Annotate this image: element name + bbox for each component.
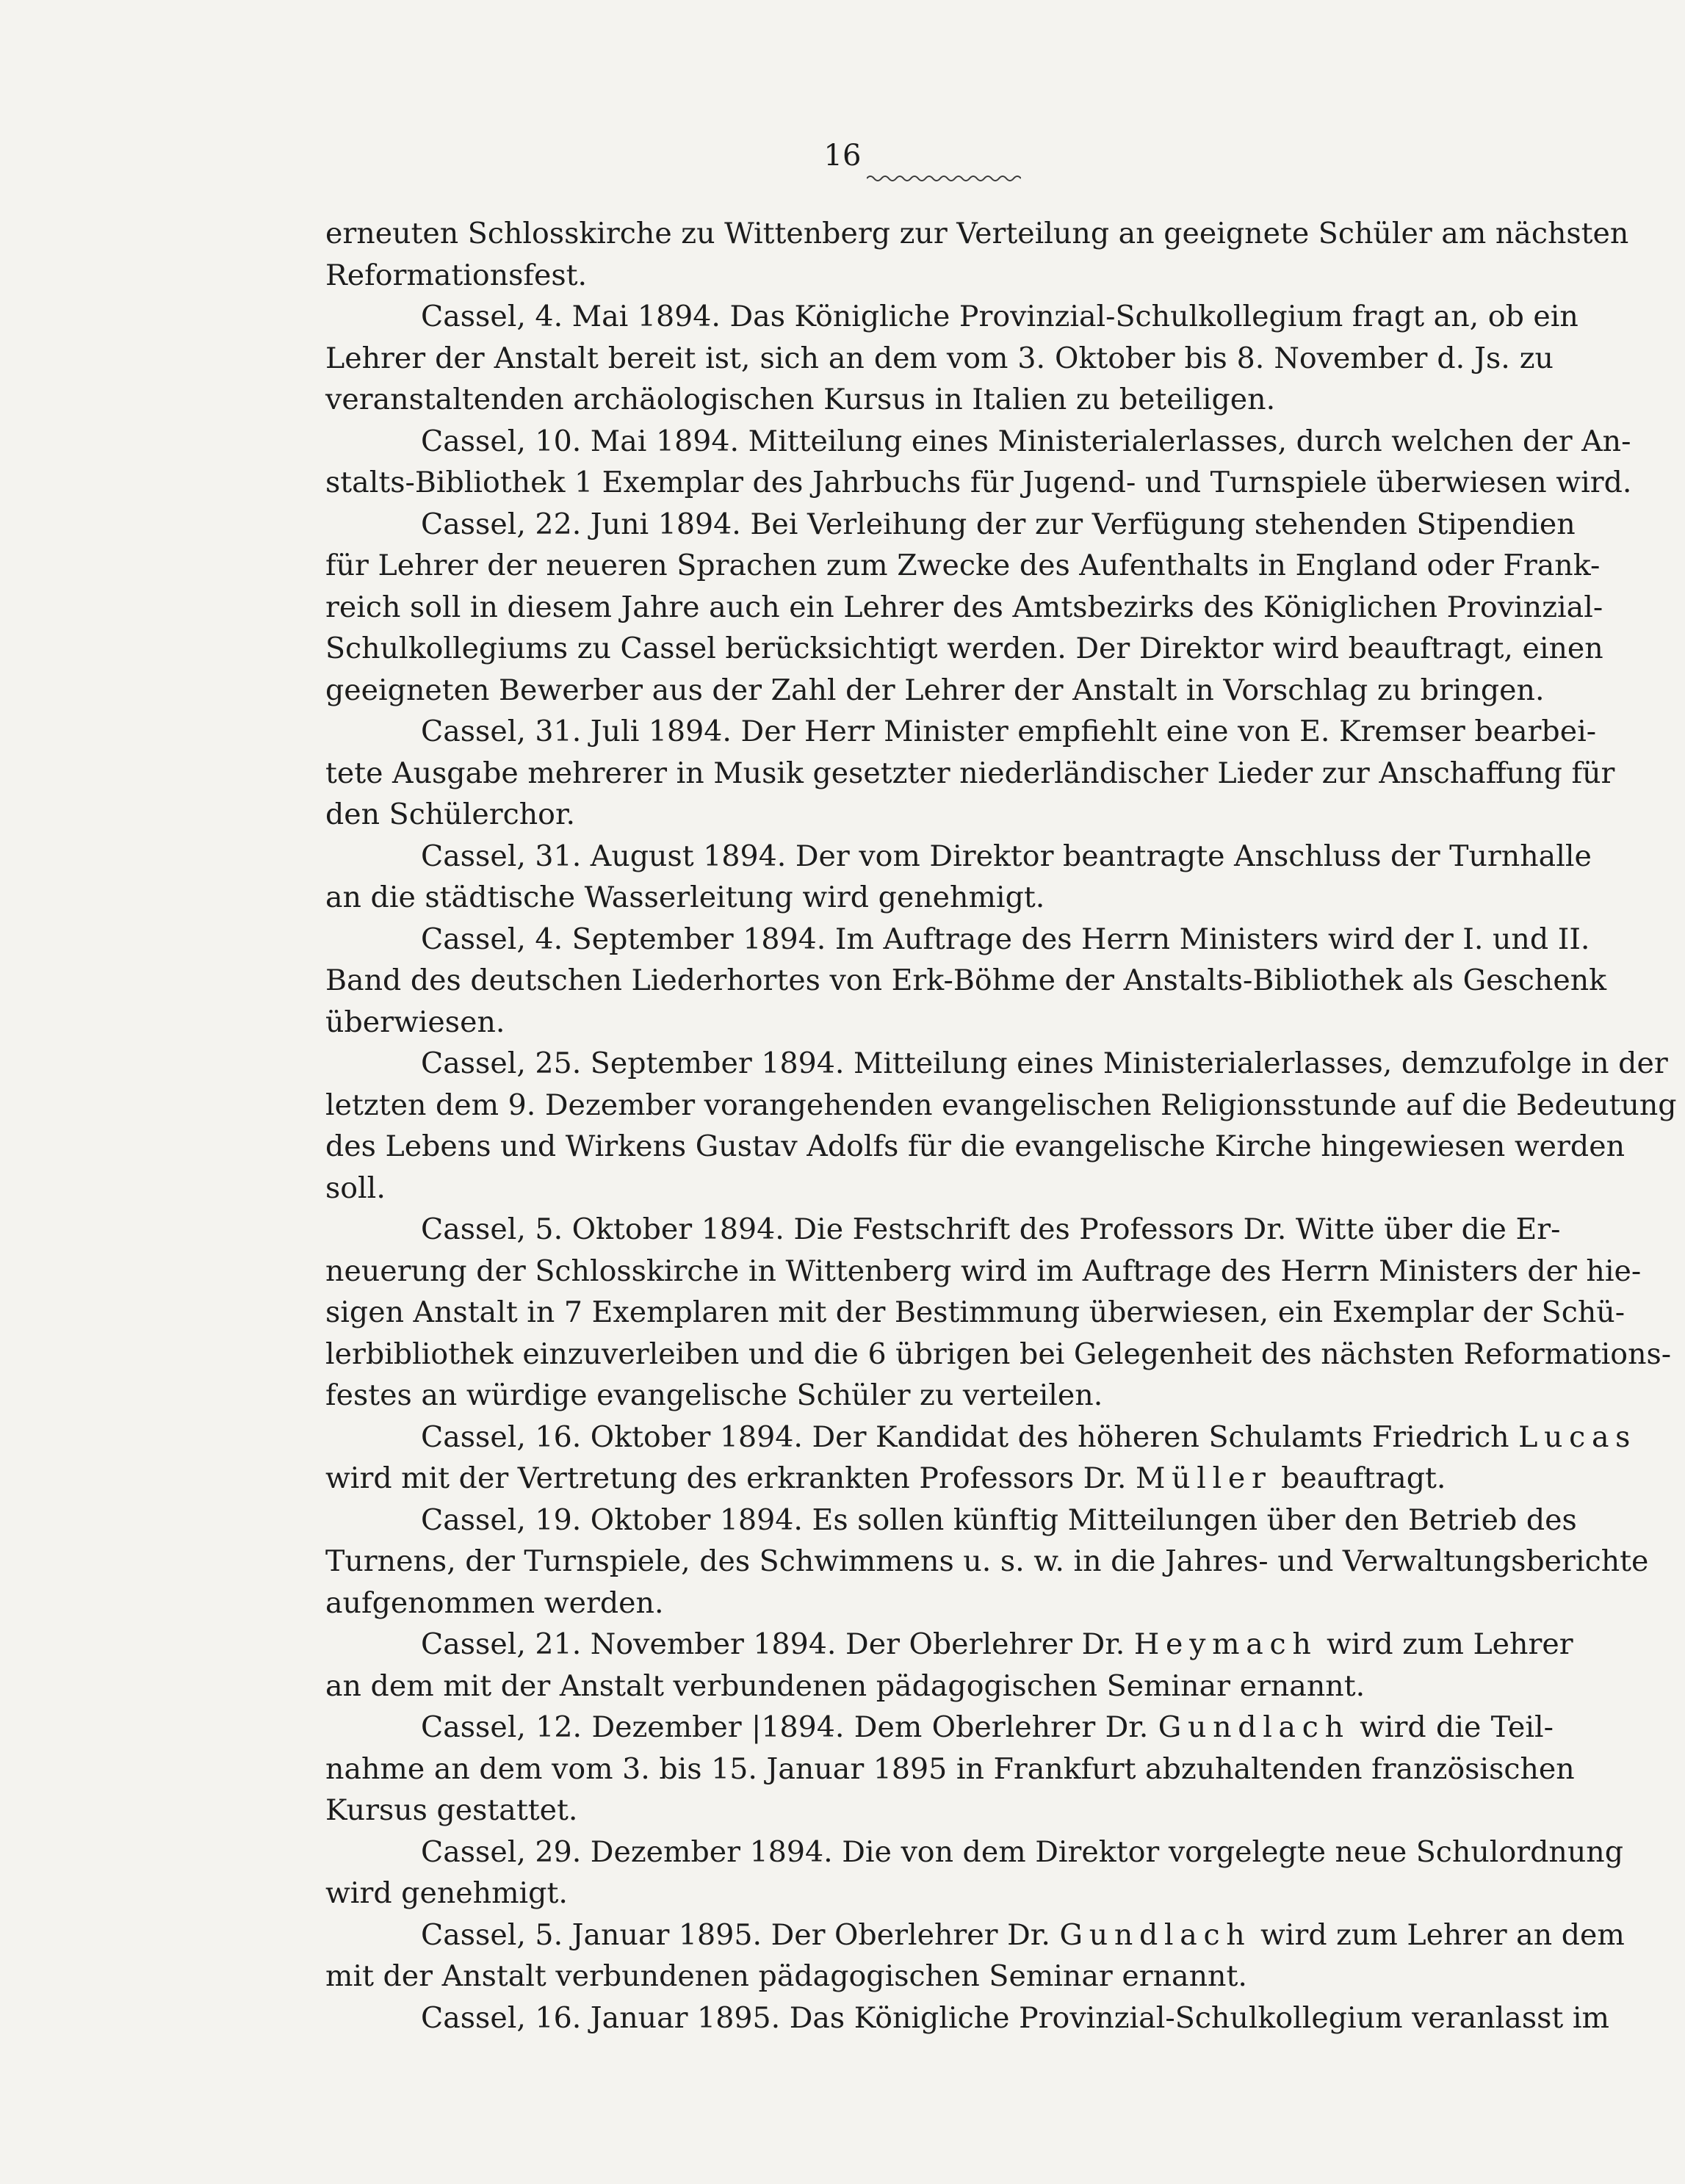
paragraph: [325, 1043, 1677, 1209]
text-line: Cassel, 4. September 1894. Im Auftrage des Herrn Ministers wird der I. und II.: [421, 922, 1590, 956]
paragraph: [325, 1417, 1637, 1500]
text-line: an dem mit der Anstalt verbundenen pädagogischen Seminar ernannt.: [325, 1668, 1365, 1703]
text-line: erneuten Schlosskirche zu Wittenberg zur Verteilung an geeignete Schüler am nächsten: [325, 217, 1629, 250]
paragraph: [325, 919, 1607, 1044]
paragraph: [325, 504, 1603, 712]
text-line: Cassel, 12. Dezember |1894. Dem Oberlehrer Dr. Gundlach wird die Teil-: [421, 1710, 1554, 1744]
text-line: für Lehrer der neueren Sprachen zum Zwecke des Aufenthalts in England oder Frank-: [325, 549, 1601, 582]
paragraph: [325, 1209, 1672, 1417]
text-line: soll.: [325, 1171, 386, 1205]
text-line: wird genehmigt.: [325, 1876, 568, 1910]
text-line: Cassel, 16. Oktober 1894. Der Kandidat des höheren Schulamts Friedrich Lucas: [421, 1420, 1637, 1454]
text-line: Cassel, 22. Juni 1894. Bei Verleihung der zur Verfügung stehenden Stipendien: [421, 507, 1576, 541]
spaced-name: Gundlach: [1059, 1917, 1252, 1952]
paragraph: [325, 1624, 1573, 1707]
text-line: letzten dem 9. Dezember vorangehenden evangelischen Religionsstunde auf die Bedeutung: [325, 1088, 1677, 1122]
text-line: Schulkollegiums zu Cassel berücksichtigt werden. Der Direktor wird beauftragt, einen: [325, 632, 1603, 665]
text-line: stalts-Bibliothek 1 Exemplar des Jahrbuchs für Jugend- und Turnspiele überwiesen wird.: [325, 466, 1632, 499]
page-number: 16: [823, 139, 862, 173]
text-line: Cassel, 21. November 1894. Der Oberlehrer Dr. Heymach wird zum Lehrer: [421, 1627, 1573, 1661]
paragraph: [325, 213, 1629, 296]
paragraph: [325, 1997, 1609, 2039]
spaced-name: Gundlach: [1158, 1710, 1350, 1744]
text-line: tete Ausgabe mehrerer in Musik gesetzter niederländischer Lieder zur Anschaffung für: [325, 756, 1615, 790]
spaced-name: Heymach: [1133, 1627, 1318, 1661]
text-line: Cassel, 31. August 1894. Der vom Direktor beantragte Anschluss der Turnhalle: [421, 839, 1592, 873]
text-line: Cassel, 4. Mai 1894. Das Königliche Provinzial-Schulkollegium fragt an, ob ein: [421, 300, 1578, 333]
spaced-name: Müller: [1136, 1461, 1272, 1495]
text-line: festes an würdige evangelische Schüler zu verteilen.: [325, 1378, 1103, 1412]
text-line: neuerung der Schlosskirche in Wittenberg wird im Auftrage des Herrn Ministers der hie-: [325, 1254, 1642, 1288]
text-line: an die städtische Wasserleitung wird genehmigt.: [325, 881, 1045, 914]
text-line: mit der Anstalt verbundenen pädagogischen Seminar ernannt.: [325, 1959, 1247, 1993]
text-line: Cassel, 16. Januar 1895. Das Königliche Provinzial-Schulkollegium veranlasst im: [421, 2000, 1609, 2035]
text-line: des Lebens und Wirkens Gustav Adolfs für die evangelische Kirche hingewiesen werden: [325, 1129, 1626, 1163]
text-line: Lehrer der Anstalt bereit ist, sich an dem vom 3. Oktober bis 8. November d. Js. zu: [325, 341, 1554, 375]
text-line: Cassel, 5. Oktober 1894. Die Festschrift des Professors Dr. Witte über die Er-: [421, 1212, 1561, 1246]
text-line: sigen Anstalt in 7 Exemplaren mit der Bestimmung überwiesen, ein Exemplar der Schü-: [325, 1295, 1626, 1329]
paragraph: [325, 296, 1578, 421]
text-line: Cassel, 31. Juli 1894. Der Herr Minister empfiehlt eine von E. Kremser bearbei-: [421, 715, 1597, 748]
body-text: [325, 213, 1677, 2039]
text-line: aufgenommen werden.: [325, 1585, 664, 1620]
wavy-ornament-icon: [867, 173, 1021, 184]
paragraph: [325, 1914, 1625, 1997]
text-line: veranstaltenden archäologischen Kursus in Italien zu beteiligen.: [325, 383, 1276, 416]
text-line: Turnens, der Turnspiele, des Schwimmens u. s. w. in die Jahres- und Verwaltungsberichte: [325, 1544, 1649, 1578]
spaced-name: Lucas: [1518, 1420, 1637, 1454]
paragraph: [325, 1832, 1623, 1914]
text-line: Cassel, 19. Oktober 1894. Es sollen künftig Mitteilungen über den Betrieb des: [421, 1503, 1577, 1537]
text-line: Cassel, 25. September 1894. Mitteilung eines Ministerialerlasses, demzufolge in der: [421, 1046, 1668, 1080]
text-line: den Schülerchor.: [325, 798, 576, 831]
text-line: reich soll in diesem Jahre auch ein Lehrer des Amtsbezirks des Königlichen Provinzial-: [325, 590, 1603, 624]
text-line: Reformationsfest.: [325, 258, 588, 292]
paragraph: [325, 421, 1632, 504]
text-line: nahme an dem vom 3. bis 15. Januar 1895 in Frankfurt abzuhaltenden französischen: [325, 1751, 1575, 1786]
text-line: lerbibliothek einzuverleiben und die 6 übrigen bei Gelegenheit des nächsten Reformations-: [325, 1337, 1672, 1371]
text-line: Cassel, 10. Mai 1894. Mitteilung eines Ministerialerlasses, durch welchen der An-: [421, 424, 1631, 458]
text-line: Cassel, 5. Januar 1895. Der Oberlehrer Dr. Gundlach wird zum Lehrer an dem: [421, 1917, 1625, 1952]
text-line: Cassel, 29. Dezember 1894. Die von dem Direktor vorgelegte neue Schulordnung: [421, 1834, 1623, 1869]
paragraph: [325, 1500, 1649, 1624]
paragraph: [325, 1707, 1575, 1832]
paragraph: [325, 836, 1592, 919]
text-line: Band des deutschen Liederhortes von Erk-Böhme der Anstalts-Bibliothek als Geschenk: [325, 963, 1607, 997]
text-line: geeigneten Bewerber aus der Zahl der Lehrer der Anstalt in Vorschlag zu bringen.: [325, 673, 1545, 707]
text-line: überwiesen.: [325, 1005, 505, 1039]
text-line: Kursus gestattet.: [325, 1793, 578, 1827]
text-line: wird mit der Vertretung des erkrankten Professors Dr. Müller beauftragt.: [325, 1461, 1446, 1495]
paragraph: [325, 711, 1615, 836]
